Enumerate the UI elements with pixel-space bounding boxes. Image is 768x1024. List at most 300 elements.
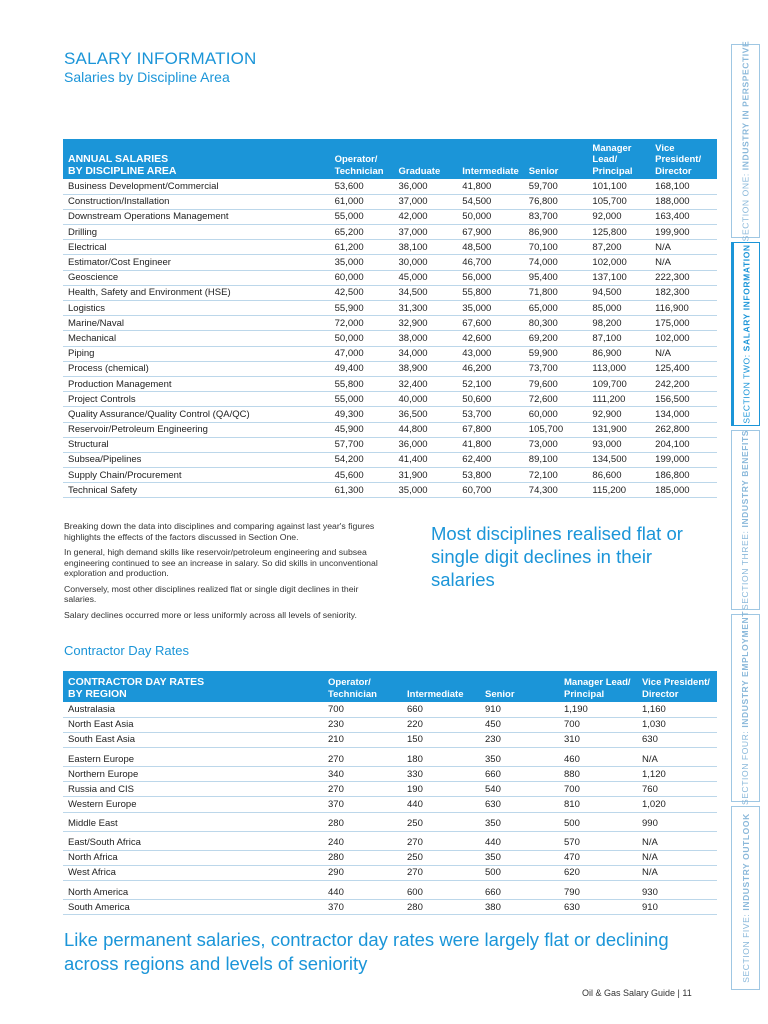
nav-tab-label: SALARY INFORMATION <box>741 244 752 352</box>
contractor-value-cell: 230 <box>480 732 559 747</box>
contractor-header-cell: Manager Lead/ Principal <box>559 671 637 702</box>
table-row <box>63 301 717 316</box>
salary-value-cell: 74,300 <box>524 483 588 498</box>
nav-tab-prefix: SECTION ONE: <box>740 170 751 242</box>
table-row <box>63 797 717 812</box>
salary-row-label: Quality Assurance/Quality Control (QA/QC) <box>63 407 330 422</box>
contractor-value-cell: 440 <box>480 831 559 850</box>
contractor-value-cell: 910 <box>480 702 559 717</box>
salary-value-cell: 85,000 <box>587 301 650 316</box>
salary-value-cell: 44,800 <box>394 422 458 437</box>
salary-value-cell: 55,900 <box>330 301 394 316</box>
salary-value-cell: 41,400 <box>394 452 458 467</box>
contractor-value-cell: N/A <box>637 850 717 865</box>
salary-header-cell: Senior <box>524 139 588 179</box>
contractor-value-cell: 270 <box>323 782 402 797</box>
salary-row-label: Mechanical <box>63 331 330 346</box>
salary-value-cell: 163,400 <box>650 209 717 224</box>
contractor-value-cell: 810 <box>559 797 637 812</box>
table-row <box>63 392 717 407</box>
contractor-value-cell: 700 <box>323 702 402 717</box>
salary-value-cell: 72,600 <box>524 392 588 407</box>
contractor-value-cell: 280 <box>323 850 402 865</box>
salary-value-cell: 50,000 <box>457 209 524 224</box>
contractor-row-label: Eastern Europe <box>63 748 323 767</box>
salary-value-cell: 73,700 <box>524 361 588 376</box>
salary-value-cell: 54,500 <box>457 194 524 209</box>
salary-value-cell: 74,000 <box>524 255 588 270</box>
nav-tab-prefix: SECTION TWO: <box>741 351 752 424</box>
salary-value-cell: 102,000 <box>650 331 717 346</box>
table-row <box>63 483 717 498</box>
contractor-value-cell: 880 <box>559 767 637 782</box>
contractor-header-cell: Intermediate <box>402 671 480 702</box>
salary-value-cell: 53,600 <box>330 179 394 194</box>
salary-value-cell: 54,200 <box>330 452 394 467</box>
salary-value-cell: 53,800 <box>457 468 524 483</box>
table-row <box>63 194 717 209</box>
salary-row-label: Business Development/Commercial <box>63 179 330 194</box>
contractor-value-cell: 700 <box>559 782 637 797</box>
contractor-value-cell: 1,120 <box>637 767 717 782</box>
table-row <box>63 831 717 850</box>
salary-value-cell: 45,600 <box>330 468 394 483</box>
contractor-value-cell: 280 <box>323 812 402 831</box>
salary-value-cell: 262,800 <box>650 422 717 437</box>
salary-value-cell: 175,000 <box>650 316 717 331</box>
contractor-value-cell: 350 <box>480 748 559 767</box>
contractor-row-label: North East Asia <box>63 717 323 732</box>
salary-value-cell: 101,100 <box>587 179 650 194</box>
contractor-value-cell: 150 <box>402 732 480 747</box>
salary-value-cell: 94,500 <box>587 285 650 300</box>
salary-value-cell: 53,700 <box>457 407 524 422</box>
contractor-value-cell: 340 <box>323 767 402 782</box>
salary-value-cell: 71,800 <box>524 285 588 300</box>
contractor-value-cell: 220 <box>402 717 480 732</box>
contractor-row-label: Northern Europe <box>63 767 323 782</box>
salary-row-label: Technical Safety <box>63 483 330 498</box>
contractor-value-cell: 700 <box>559 717 637 732</box>
salary-value-cell: 199,900 <box>650 225 717 240</box>
salary-value-cell: 43,000 <box>457 346 524 361</box>
salary-row-label: Construction/Installation <box>63 194 330 209</box>
salary-value-cell: 105,700 <box>587 194 650 209</box>
salary-value-cell: 109,700 <box>587 376 650 391</box>
salary-table-header <box>63 139 717 179</box>
salary-value-cell: 93,000 <box>587 437 650 452</box>
salary-value-cell: 156,500 <box>650 392 717 407</box>
salary-value-cell: 30,000 <box>394 255 458 270</box>
salary-value-cell: 45,900 <box>330 422 394 437</box>
contractor-value-cell: 540 <box>480 782 559 797</box>
contractor-value-cell: 330 <box>402 767 480 782</box>
contractor-value-cell: 240 <box>323 831 402 850</box>
salary-value-cell: 46,700 <box>457 255 524 270</box>
salary-value-cell: 65,000 <box>524 301 588 316</box>
salary-value-cell: 61,300 <box>330 483 394 498</box>
pull-quote: Most disciplines realised flat or single digit declines in their salaries <box>431 523 683 590</box>
salary-value-cell: 92,900 <box>587 407 650 422</box>
salary-row-label: Subsea/Pipelines <box>63 452 330 467</box>
salary-row-label: Structural <box>63 437 330 452</box>
contractor-value-cell: 660 <box>480 881 559 900</box>
contractor-row-label: Australasia <box>63 702 323 717</box>
salary-header-cell: Intermediate <box>457 139 524 179</box>
contractor-row-label: East/South Africa <box>63 831 323 850</box>
salary-value-cell: 67,800 <box>457 422 524 437</box>
salary-table <box>63 139 717 498</box>
salary-value-cell: 38,100 <box>394 240 458 255</box>
table-row <box>63 881 717 900</box>
contractor-row-label: North Africa <box>63 850 323 865</box>
contractor-value-cell: 350 <box>480 812 559 831</box>
contractor-value-cell: 570 <box>559 831 637 850</box>
contractor-value-cell: 310 <box>559 732 637 747</box>
contractor-value-cell: 630 <box>480 797 559 812</box>
table-row <box>63 270 717 285</box>
contractor-value-cell: 350 <box>480 850 559 865</box>
contractor-row-label: South America <box>63 900 323 915</box>
contractor-row-label: Russia and CIS <box>63 782 323 797</box>
salary-value-cell: 37,000 <box>394 225 458 240</box>
table-row <box>63 225 717 240</box>
salary-header-cell: Graduate <box>394 139 458 179</box>
salary-value-cell: 46,200 <box>457 361 524 376</box>
salary-value-cell: 86,900 <box>524 225 588 240</box>
page-footer: Oil & Gas Salary Guide | 11 <box>582 988 692 998</box>
salary-value-cell: 87,200 <box>587 240 650 255</box>
salary-value-cell: 50,000 <box>330 331 394 346</box>
contractor-header-cell: Senior <box>480 671 559 702</box>
salary-value-cell: 182,300 <box>650 285 717 300</box>
salary-value-cell: 49,300 <box>330 407 394 422</box>
table-row <box>63 452 717 467</box>
salary-value-cell: 70,100 <box>524 240 588 255</box>
table-row <box>63 468 717 483</box>
table-row <box>63 376 717 391</box>
salary-table-body <box>63 179 717 498</box>
salary-value-cell: 105,700 <box>524 422 588 437</box>
salary-value-cell: 61,200 <box>330 240 394 255</box>
table-row <box>63 812 717 831</box>
salary-value-cell: 80,300 <box>524 316 588 331</box>
contractor-value-cell: 990 <box>637 812 717 831</box>
salary-value-cell: 204,100 <box>650 437 717 452</box>
salary-value-cell: 35,000 <box>330 255 394 270</box>
contractor-value-cell: 280 <box>402 900 480 915</box>
contractor-value-cell: 450 <box>480 717 559 732</box>
contractor-value-cell: 620 <box>559 865 637 880</box>
salary-value-cell: 34,500 <box>394 285 458 300</box>
salary-value-cell: 111,200 <box>587 392 650 407</box>
salary-value-cell: 38,000 <box>394 331 458 346</box>
salary-value-cell: 76,800 <box>524 194 588 209</box>
page-title: SALARY INFORMATION <box>64 49 257 68</box>
salary-row-label: Health, Safety and Environment (HSE) <box>63 285 330 300</box>
contractor-value-cell: 600 <box>402 881 480 900</box>
salary-value-cell: 55,000 <box>330 209 394 224</box>
table-row <box>63 331 717 346</box>
section-nav <box>731 40 760 990</box>
contractor-value-cell: 380 <box>480 900 559 915</box>
salary-value-cell: 137,100 <box>587 270 650 285</box>
table-row <box>63 767 717 782</box>
contractor-value-cell: 440 <box>402 797 480 812</box>
contractor-table <box>63 671 717 915</box>
table-row <box>63 240 717 255</box>
salary-value-cell: 83,700 <box>524 209 588 224</box>
salary-value-cell: 86,900 <box>587 346 650 361</box>
salary-row-label: Marine/Naval <box>63 316 330 331</box>
table-row <box>63 702 717 717</box>
contractor-value-cell: 1,190 <box>559 702 637 717</box>
contractor-value-cell: 630 <box>559 900 637 915</box>
page-subtitle: Salaries by Discipline Area <box>64 69 230 85</box>
contractor-value-cell: 1,030 <box>637 717 717 732</box>
salary-value-cell: 113,000 <box>587 361 650 376</box>
contractor-value-cell: 660 <box>402 702 480 717</box>
contractor-value-cell: 470 <box>559 850 637 865</box>
salary-value-cell: 102,000 <box>587 255 650 270</box>
salary-row-label: Downstream Operations Management <box>63 209 330 224</box>
salary-value-cell: 222,300 <box>650 270 717 285</box>
contractor-header-cell: CONTRACTOR DAY RATES BY REGION <box>63 671 323 702</box>
salary-value-cell: 42,600 <box>457 331 524 346</box>
salary-value-cell: 134,000 <box>650 407 717 422</box>
salary-value-cell: 36,500 <box>394 407 458 422</box>
salary-value-cell: 47,000 <box>330 346 394 361</box>
salary-value-cell: 116,900 <box>650 301 717 316</box>
salary-row-label: Project Controls <box>63 392 330 407</box>
salary-value-cell: 125,800 <box>587 225 650 240</box>
salary-value-cell: 86,600 <box>587 468 650 483</box>
contractor-value-cell: 370 <box>323 900 402 915</box>
contractor-header-cell: Vice President/ Director <box>637 671 717 702</box>
table-row <box>63 361 717 376</box>
salary-value-cell: 79,600 <box>524 376 588 391</box>
contractor-value-cell: 270 <box>402 865 480 880</box>
salary-row-label: Drilling <box>63 225 330 240</box>
salary-value-cell: 52,100 <box>457 376 524 391</box>
contractor-row-label: Western Europe <box>63 797 323 812</box>
table-row <box>63 850 717 865</box>
table-row <box>63 782 717 797</box>
salary-value-cell: 131,900 <box>587 422 650 437</box>
salary-value-cell: 31,300 <box>394 301 458 316</box>
contractor-value-cell: 180 <box>402 748 480 767</box>
contractor-row-label: West Africa <box>63 865 323 880</box>
nav-tab-label: INDUSTRY OUTLOOK <box>740 813 751 911</box>
contractor-value-cell: 190 <box>402 782 480 797</box>
salary-value-cell: 41,800 <box>457 437 524 452</box>
salary-value-cell: 59,700 <box>524 179 588 194</box>
nav-tab-section-four[interactable] <box>731 610 760 806</box>
contractor-table-header <box>63 671 717 702</box>
salary-value-cell: 48,500 <box>457 240 524 255</box>
nav-tab-label: INDUSTRY EMPLOYMENT <box>740 610 751 728</box>
salary-value-cell: 32,900 <box>394 316 458 331</box>
contractor-value-cell: 1,020 <box>637 797 717 812</box>
contractor-value-cell: N/A <box>637 865 717 880</box>
table-row <box>63 422 717 437</box>
salary-value-cell: 98,200 <box>587 316 650 331</box>
body-text <box>64 521 384 625</box>
salary-value-cell: 32,400 <box>394 376 458 391</box>
contractor-table-body <box>63 702 717 915</box>
nav-tab-section-one[interactable] <box>731 40 760 242</box>
salary-value-cell: 45,000 <box>394 270 458 285</box>
salary-value-cell: 57,700 <box>330 437 394 452</box>
table-row <box>63 346 717 361</box>
salary-value-cell: 36,000 <box>394 179 458 194</box>
salary-value-cell: 199,000 <box>650 452 717 467</box>
contractor-row-label: Middle East <box>63 812 323 831</box>
contractor-value-cell: 290 <box>323 865 402 880</box>
salary-row-label: Reservoir/Petroleum Engineering <box>63 422 330 437</box>
contractor-value-cell: 210 <box>323 732 402 747</box>
contractor-value-cell: 440 <box>323 881 402 900</box>
table-row <box>63 717 717 732</box>
salary-row-label: Geoscience <box>63 270 330 285</box>
salary-value-cell: 72,000 <box>330 316 394 331</box>
table-row <box>63 437 717 452</box>
salary-header-cell: Vice President/ Director <box>650 139 717 179</box>
nav-tab-prefix: SECTION THREE: <box>740 527 751 611</box>
table-row <box>63 285 717 300</box>
salary-value-cell: 134,500 <box>587 452 650 467</box>
salary-value-cell: 60,700 <box>457 483 524 498</box>
contractor-value-cell: 500 <box>480 865 559 880</box>
salary-value-cell: 89,100 <box>524 452 588 467</box>
salary-value-cell: 67,900 <box>457 225 524 240</box>
nav-tab-section-five[interactable] <box>731 806 760 990</box>
salary-value-cell: 37,000 <box>394 194 458 209</box>
salary-header-cell: ANNUAL SALARIES BY DISCIPLINE AREA <box>63 139 330 179</box>
salary-value-cell: N/A <box>650 240 717 255</box>
contractor-value-cell: N/A <box>637 831 717 850</box>
salary-row-label: Piping <box>63 346 330 361</box>
salary-value-cell: 95,400 <box>524 270 588 285</box>
salary-value-cell: 42,500 <box>330 285 394 300</box>
salary-value-cell: 185,000 <box>650 483 717 498</box>
salary-value-cell: 41,800 <box>457 179 524 194</box>
salary-row-label: Process (chemical) <box>63 361 330 376</box>
salary-value-cell: 42,000 <box>394 209 458 224</box>
table-row <box>63 900 717 915</box>
contractor-value-cell: 1,160 <box>637 702 717 717</box>
salary-value-cell: N/A <box>650 255 717 270</box>
contractor-value-cell: 660 <box>480 767 559 782</box>
nav-tab-label: INDUSTRY BENEFITS <box>740 429 751 528</box>
table-row <box>63 209 717 224</box>
table-row <box>63 255 717 270</box>
nav-tab-prefix: SECTION FOUR: <box>740 727 751 806</box>
salary-value-cell: N/A <box>650 346 717 361</box>
pull-quote: Like permanent salaries, contractor day rates were largely flat or declining across regions and levels of seniority <box>64 929 669 974</box>
salary-value-cell: 55,800 <box>457 285 524 300</box>
contractor-value-cell: 230 <box>323 717 402 732</box>
salary-value-cell: 56,000 <box>457 270 524 285</box>
nav-tab-section-two[interactable] <box>731 242 760 426</box>
nav-tab-label: INDUSTRY IN PERSPECTIVE <box>740 40 751 171</box>
nav-tab-prefix: SECTION FIVE: <box>740 910 751 983</box>
salary-value-cell: 55,800 <box>330 376 394 391</box>
contractor-value-cell: 630 <box>637 732 717 747</box>
contractor-row-label: South East Asia <box>63 732 323 747</box>
paragraph: Salary declines occurred more or less uniformly across all levels of seniority. <box>64 609 357 620</box>
contractor-value-cell: N/A <box>637 748 717 767</box>
salary-value-cell: 60,000 <box>330 270 394 285</box>
salary-value-cell: 72,100 <box>524 468 588 483</box>
salary-value-cell: 73,000 <box>524 437 588 452</box>
salary-row-label: Supply Chain/Procurement <box>63 468 330 483</box>
table-row <box>63 179 717 194</box>
salary-value-cell: 125,400 <box>650 361 717 376</box>
salary-value-cell: 87,100 <box>587 331 650 346</box>
contractor-value-cell: 370 <box>323 797 402 812</box>
paragraph: Breaking down the data into disciplines and comparing against last year's figures highlights the effects of the factors discussed in Section One. <box>64 521 375 542</box>
salary-value-cell: 242,200 <box>650 376 717 391</box>
salary-header-cell: Manager Lead/ Principal <box>587 139 650 179</box>
salary-value-cell: 49,400 <box>330 361 394 376</box>
contractor-row-label: North America <box>63 881 323 900</box>
salary-value-cell: 35,000 <box>457 301 524 316</box>
paragraph: Conversely, most other disciplines realized flat or single digit declines in their salaries. <box>64 583 359 604</box>
salary-value-cell: 34,000 <box>394 346 458 361</box>
salary-value-cell: 55,000 <box>330 392 394 407</box>
salary-value-cell: 31,900 <box>394 468 458 483</box>
salary-row-label: Electrical <box>63 240 330 255</box>
table-row <box>63 732 717 747</box>
contractor-value-cell: 460 <box>559 748 637 767</box>
salary-value-cell: 67,600 <box>457 316 524 331</box>
salary-value-cell: 92,000 <box>587 209 650 224</box>
table-row <box>63 407 717 422</box>
table-row <box>63 748 717 767</box>
table-row <box>63 316 717 331</box>
salary-value-cell: 59,900 <box>524 346 588 361</box>
salary-row-label: Logistics <box>63 301 330 316</box>
nav-tab-section-three[interactable] <box>731 430 760 610</box>
table-row <box>63 865 717 880</box>
section-heading: Contractor Day Rates <box>64 643 189 658</box>
salary-value-cell: 168,100 <box>650 179 717 194</box>
salary-row-label: Production Management <box>63 376 330 391</box>
salary-value-cell: 61,000 <box>330 194 394 209</box>
salary-value-cell: 50,600 <box>457 392 524 407</box>
salary-value-cell: 38,900 <box>394 361 458 376</box>
contractor-value-cell: 790 <box>559 881 637 900</box>
contractor-value-cell: 910 <box>637 900 717 915</box>
contractor-value-cell: 760 <box>637 782 717 797</box>
salary-header-cell: Operator/ Technician <box>330 139 394 179</box>
salary-value-cell: 62,400 <box>457 452 524 467</box>
salary-value-cell: 65,200 <box>330 225 394 240</box>
salary-value-cell: 69,200 <box>524 331 588 346</box>
contractor-value-cell: 270 <box>402 831 480 850</box>
salary-value-cell: 35,000 <box>394 483 458 498</box>
contractor-header-cell: Operator/ Technician <box>323 671 402 702</box>
contractor-value-cell: 250 <box>402 850 480 865</box>
salary-value-cell: 188,000 <box>650 194 717 209</box>
contractor-value-cell: 500 <box>559 812 637 831</box>
paragraph: In general, high demand skills like reservoir/petroleum engineering and subsea engineering continued to see an increase in salary. So did skills in unconventional exploration and production. <box>64 547 378 578</box>
salary-value-cell: 115,200 <box>587 483 650 498</box>
salary-value-cell: 60,000 <box>524 407 588 422</box>
contractor-value-cell: 930 <box>637 881 717 900</box>
contractor-value-cell: 250 <box>402 812 480 831</box>
